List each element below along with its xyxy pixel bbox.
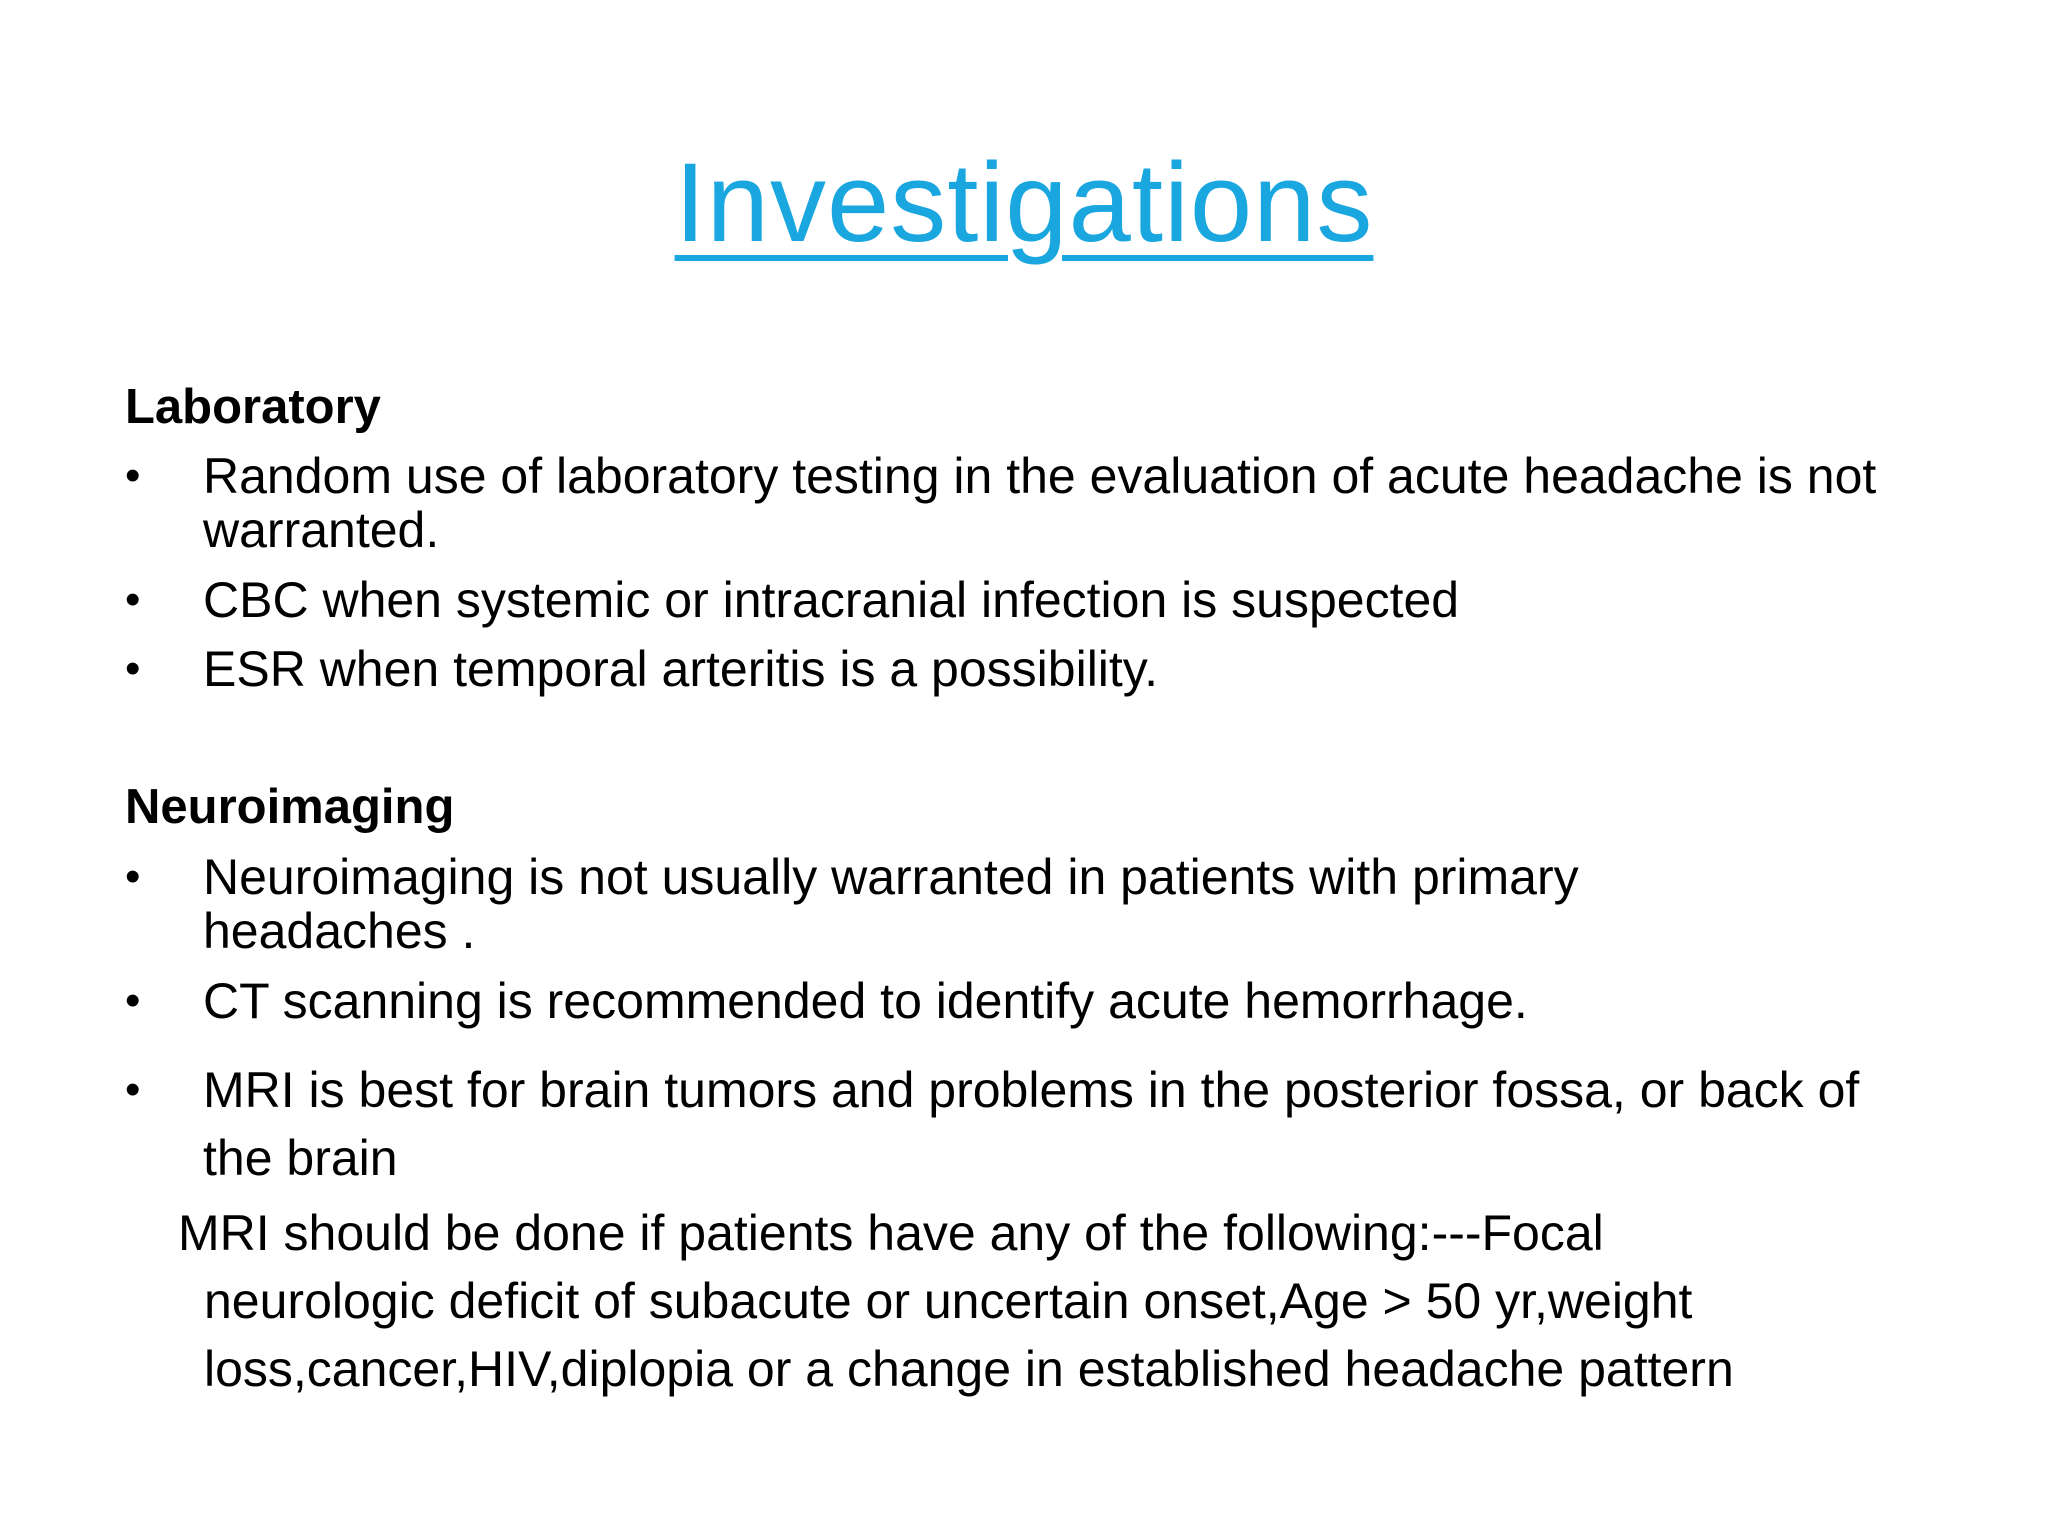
mri-note bbox=[178, 1199, 1898, 1403]
bullet-item bbox=[125, 449, 1925, 557]
slide-title: Investigations bbox=[674, 140, 1374, 265]
bullet-text: CT scanning is recommended to identify acute hemorrhage. bbox=[203, 973, 1528, 1029]
bullet-icon: • bbox=[125, 451, 141, 500]
bullet-text: Neuroimaging is not usually warranted in patients with primary headaches . bbox=[203, 849, 1579, 959]
bullet-item bbox=[125, 974, 1925, 1028]
bullet-text: ESR when temporal arteritis is a possibility. bbox=[203, 641, 1158, 697]
bullet-item bbox=[125, 573, 1925, 627]
bullet-icon: • bbox=[125, 575, 141, 624]
bullet-text: Random use of laboratory testing in the evaluation of acute headache is not warranted. bbox=[203, 448, 1877, 558]
bullet-item bbox=[125, 1056, 1925, 1192]
bullet-icon: • bbox=[125, 976, 141, 1025]
section-heading-laboratory: Laboratory bbox=[125, 380, 381, 434]
section-heading-neuroimaging: Neuroimaging bbox=[125, 780, 455, 834]
bullet-text: CBC when systemic or intracranial infection is suspected bbox=[203, 572, 1460, 628]
bullet-text: MRI is best for brain tumors and problems in the posterior fossa, or back of the brain bbox=[203, 1062, 1860, 1186]
mri-note-text: MRI should be done if patients have any of the following:---Focal neurologic deficit of subacute or uncertain onset,Age > 50 yr,weight loss,cancer,HIV,diplopia or a change in established headache pattern bbox=[178, 1205, 1734, 1397]
bullet-item bbox=[125, 642, 1925, 696]
bullet-item bbox=[125, 850, 1925, 958]
bullet-icon: • bbox=[125, 852, 141, 901]
bullet-icon: • bbox=[125, 1065, 141, 1114]
bullet-icon: • bbox=[125, 644, 141, 693]
